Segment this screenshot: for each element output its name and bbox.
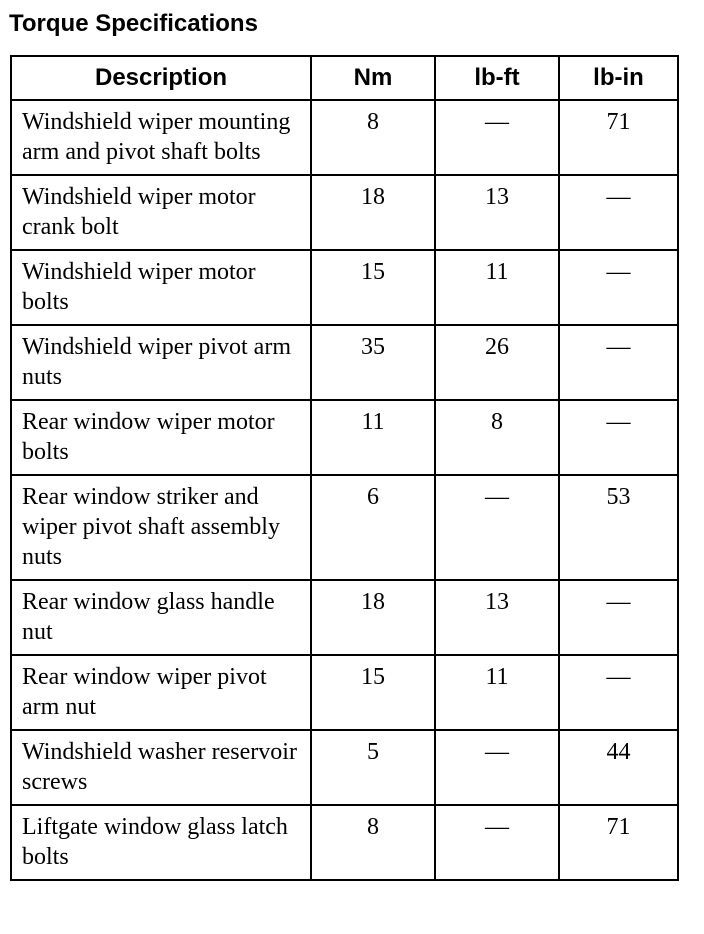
column-header-lbin: lb-in — [559, 56, 678, 100]
lbft-cell: 11 — [435, 655, 559, 730]
description-cell: Rear window wiper motor bolts — [11, 400, 311, 475]
lbin-cell: 71 — [559, 100, 678, 175]
column-header-description: Description — [11, 56, 311, 100]
lbft-cell: 26 — [435, 325, 559, 400]
nm-cell: 8 — [311, 805, 435, 880]
table-header-row — [11, 56, 678, 100]
table-row — [11, 730, 678, 805]
lbin-cell: 53 — [559, 475, 678, 580]
description-cell: Windshield washer reservoir screws — [11, 730, 311, 805]
description-cell: Windshield wiper motor bolts — [11, 250, 311, 325]
table-row — [11, 100, 678, 175]
table-row — [11, 250, 678, 325]
lbft-cell: — — [435, 805, 559, 880]
description-cell: Windshield wiper motor crank bolt — [11, 175, 311, 250]
nm-cell: 18 — [311, 175, 435, 250]
nm-cell: 11 — [311, 400, 435, 475]
lbin-cell: 44 — [559, 730, 678, 805]
lbin-cell: 71 — [559, 805, 678, 880]
table-row — [11, 655, 678, 730]
column-header-nm: Nm — [311, 56, 435, 100]
lbft-cell: 13 — [435, 175, 559, 250]
lbft-cell: 8 — [435, 400, 559, 475]
nm-cell: 15 — [311, 655, 435, 730]
nm-cell: 5 — [311, 730, 435, 805]
table-row — [11, 475, 678, 580]
table-row — [11, 175, 678, 250]
lbft-cell: — — [435, 100, 559, 175]
lbft-cell: — — [435, 475, 559, 580]
description-cell: Liftgate window glass latch bolts — [11, 805, 311, 880]
description-cell: Rear window glass handle nut — [11, 580, 311, 655]
column-header-lbft: lb-ft — [435, 56, 559, 100]
lbin-cell: — — [559, 400, 678, 475]
nm-cell: 35 — [311, 325, 435, 400]
table-row — [11, 805, 678, 880]
lbin-cell: — — [559, 175, 678, 250]
nm-cell: 8 — [311, 100, 435, 175]
lbin-cell: — — [559, 250, 678, 325]
lbft-cell: 11 — [435, 250, 559, 325]
lbft-cell: 13 — [435, 580, 559, 655]
nm-cell: 6 — [311, 475, 435, 580]
nm-cell: 18 — [311, 580, 435, 655]
table-row — [11, 580, 678, 655]
table-row — [11, 400, 678, 475]
description-cell: Rear window wiper pivot arm nut — [11, 655, 311, 730]
description-cell: Rear window striker and wiper pivot shaft assembly nuts — [11, 475, 311, 580]
page-title: Torque Specifications — [9, 10, 258, 37]
nm-cell: 15 — [311, 250, 435, 325]
description-cell: Windshield wiper pivot arm nuts — [11, 325, 311, 400]
lbin-cell: — — [559, 580, 678, 655]
table-row — [11, 325, 678, 400]
lbin-cell: — — [559, 325, 678, 400]
description-cell: Windshield wiper mounting arm and pivot shaft bolts — [11, 100, 311, 175]
torque-spec-table — [10, 55, 679, 881]
lbft-cell: — — [435, 730, 559, 805]
lbin-cell: — — [559, 655, 678, 730]
